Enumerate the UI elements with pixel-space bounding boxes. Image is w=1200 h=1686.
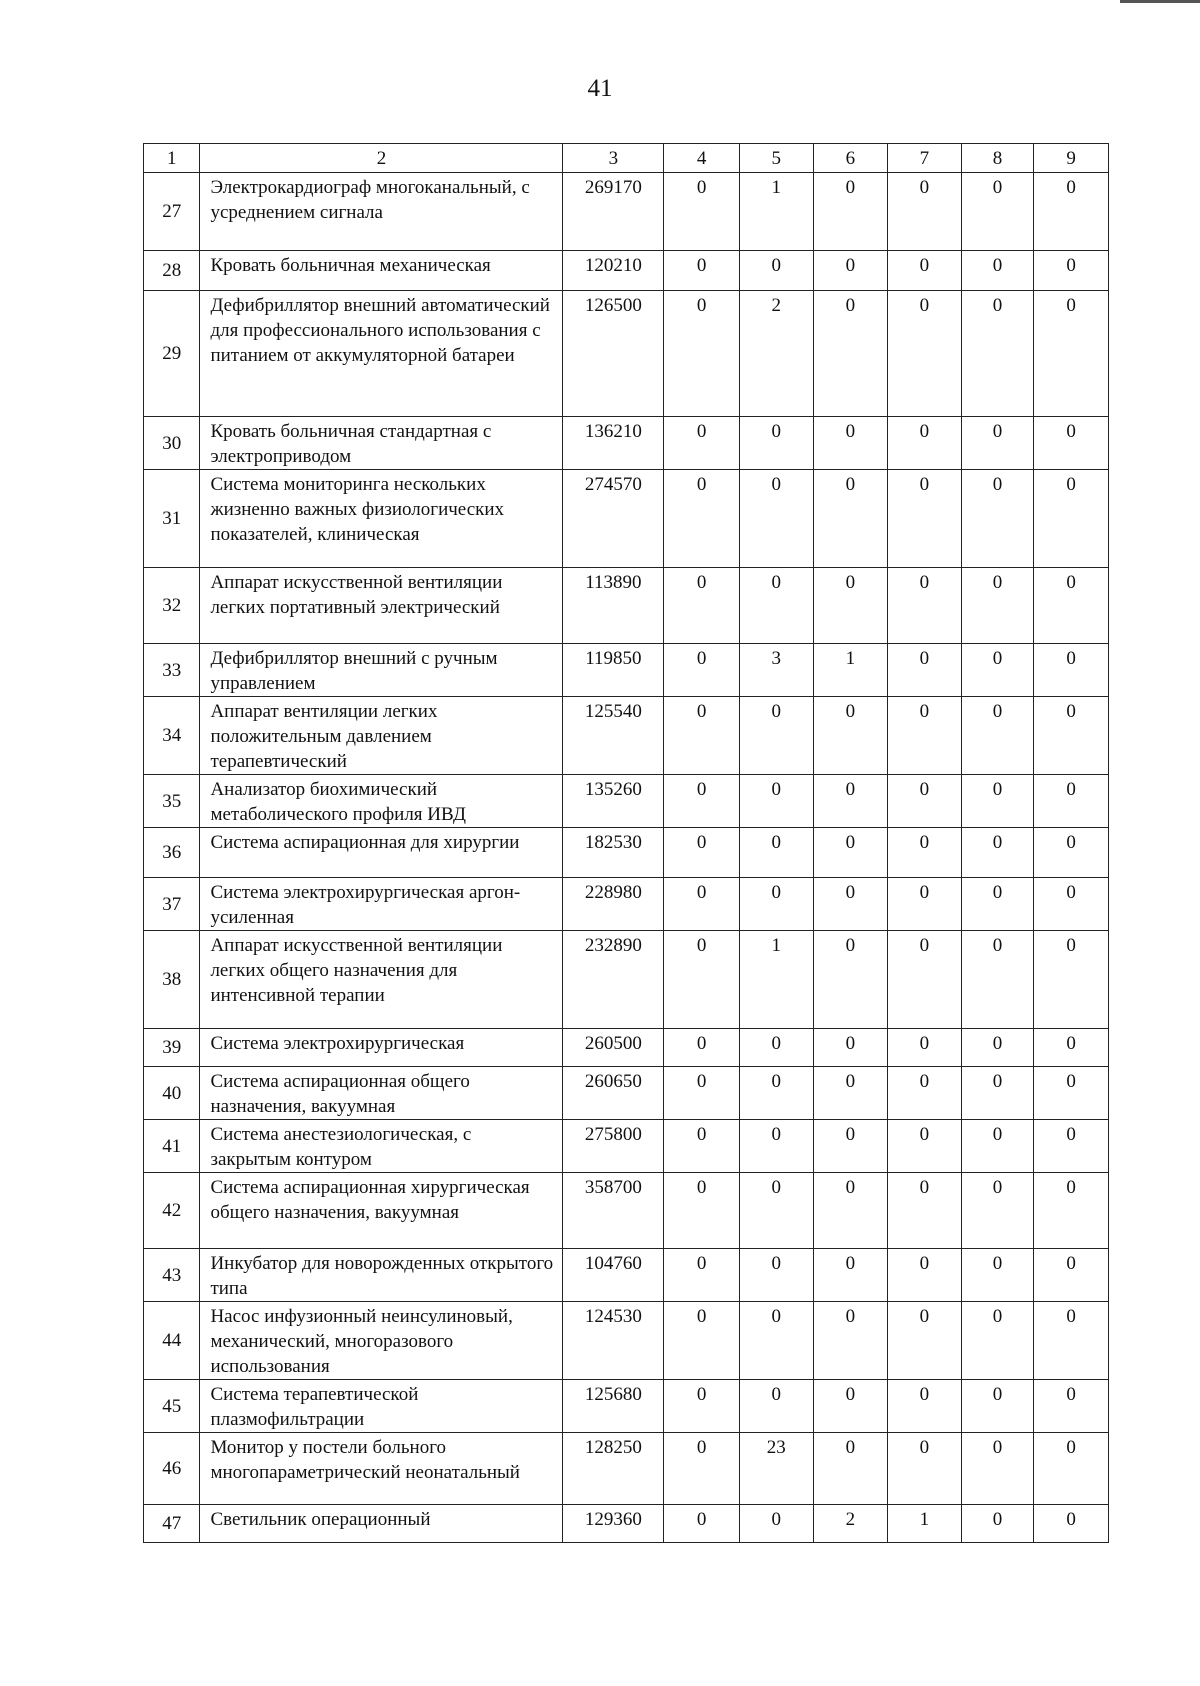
quantity-cell: 0 [1034,568,1109,644]
quantity-cell: 0 [1034,697,1109,775]
table-row [144,1120,1109,1173]
quantity-cell: 0 [961,775,1034,828]
quantity-cell: 0 [664,1173,740,1249]
quantity-cell: 0 [664,1029,740,1067]
quantity-cell: 2 [813,1505,888,1543]
quantity-cell: 0 [664,1505,740,1543]
quantity-cell: 0 [888,1380,962,1433]
quantity-cell: 0 [961,1173,1034,1249]
quantity-cell: 0 [664,644,740,697]
row-number: 29 [144,291,200,417]
quantity-cell: 0 [961,1380,1034,1433]
table-header-row [144,144,1109,173]
quantity-cell: 0 [1034,1249,1109,1302]
row-number: 39 [144,1029,200,1067]
quantity-cell: 0 [664,878,740,931]
quantity-cell: 0 [1034,775,1109,828]
quantity-cell: 23 [739,1433,813,1505]
quantity-cell: 0 [1034,1029,1109,1067]
row-number: 32 [144,568,200,644]
equipment-name: Система аспирационная для хирургии [200,828,563,878]
quantity-cell: 0 [664,697,740,775]
quantity-cell: 0 [961,878,1034,931]
quantity-cell: 0 [961,173,1034,251]
quantity-cell: 0 [888,1029,962,1067]
quantity-cell: 0 [664,931,740,1029]
quantity-cell: 0 [813,417,888,470]
row-number: 36 [144,828,200,878]
table-row [144,173,1109,251]
equipment-name: Кровать больничная стандартная с электроприводом [200,417,563,470]
equipment-code: 124530 [563,1302,664,1380]
quantity-cell: 0 [1034,1120,1109,1173]
quantity-cell: 0 [1034,1505,1109,1543]
quantity-cell: 0 [739,1505,813,1543]
table-row [144,1249,1109,1302]
quantity-cell: 0 [1034,828,1109,878]
quantity-cell: 0 [888,251,962,291]
quantity-cell: 0 [739,470,813,568]
column-header: 4 [664,144,740,173]
row-number: 40 [144,1067,200,1120]
equipment-name: Насос инфузионный неинсулиновый, механический, многоразового использования [200,1302,563,1380]
equipment-code: 260500 [563,1029,664,1067]
quantity-cell: 0 [961,1067,1034,1120]
quantity-cell: 0 [813,1249,888,1302]
table-row [144,697,1109,775]
equipment-code: 260650 [563,1067,664,1120]
scan-edge-mark [1120,0,1200,3]
quantity-cell: 0 [961,417,1034,470]
quantity-cell: 0 [813,828,888,878]
equipment-code: 275800 [563,1120,664,1173]
quantity-cell: 0 [888,1302,962,1380]
table-row [144,931,1109,1029]
quantity-cell: 0 [961,644,1034,697]
quantity-cell: 1 [813,644,888,697]
row-number: 42 [144,1173,200,1249]
quantity-cell: 0 [961,1505,1034,1543]
table-row [144,568,1109,644]
quantity-cell: 0 [961,470,1034,568]
quantity-cell: 0 [813,878,888,931]
quantity-cell: 0 [664,568,740,644]
equipment-code: 128250 [563,1433,664,1505]
column-header: 9 [1034,144,1109,173]
equipment-code: 119850 [563,644,664,697]
quantity-cell: 0 [888,697,962,775]
quantity-cell: 0 [664,1120,740,1173]
quantity-cell: 0 [961,251,1034,291]
quantity-cell: 0 [888,568,962,644]
quantity-cell: 0 [813,173,888,251]
quantity-cell: 0 [1034,1380,1109,1433]
table-row [144,1302,1109,1380]
column-header: 1 [144,144,200,173]
quantity-cell: 0 [664,470,740,568]
quantity-cell: 0 [961,828,1034,878]
table-row [144,291,1109,417]
quantity-cell: 0 [739,878,813,931]
equipment-code: 129360 [563,1505,664,1543]
table-row [144,1029,1109,1067]
quantity-cell: 0 [813,1067,888,1120]
quantity-cell: 1 [888,1505,962,1543]
quantity-cell: 0 [1034,1433,1109,1505]
quantity-cell: 0 [888,1173,962,1249]
quantity-cell: 0 [961,1249,1034,1302]
row-number: 28 [144,251,200,291]
row-number: 34 [144,697,200,775]
quantity-cell: 0 [961,1029,1034,1067]
quantity-cell: 0 [888,1249,962,1302]
equipment-code: 136210 [563,417,664,470]
row-number: 38 [144,931,200,1029]
equipment-name: Кровать больничная механическая [200,251,563,291]
quantity-cell: 0 [1034,173,1109,251]
table-body [144,173,1109,1543]
equipment-code: 125680 [563,1380,664,1433]
quantity-cell: 0 [739,1067,813,1120]
equipment-name: Система электрохирургическая аргон-усиленная [200,878,563,931]
table-row [144,417,1109,470]
column-header: 5 [739,144,813,173]
equipment-code: 182530 [563,828,664,878]
quantity-cell: 0 [739,697,813,775]
quantity-cell: 0 [664,1433,740,1505]
quantity-cell: 0 [664,828,740,878]
quantity-cell: 0 [739,251,813,291]
quantity-cell: 0 [813,1302,888,1380]
quantity-cell: 0 [961,1433,1034,1505]
quantity-cell: 0 [739,1120,813,1173]
quantity-cell: 0 [888,1433,962,1505]
equipment-code: 126500 [563,291,664,417]
quantity-cell: 0 [813,1173,888,1249]
table-row [144,878,1109,931]
quantity-cell: 0 [664,291,740,417]
equipment-table [143,143,1109,1543]
equipment-name: Монитор у постели больного многопараметрический неонатальный [200,1433,563,1505]
quantity-cell: 0 [664,251,740,291]
equipment-name: Светильник операционный [200,1505,563,1543]
quantity-cell: 0 [1034,251,1109,291]
quantity-cell: 0 [888,931,962,1029]
quantity-cell: 0 [664,1302,740,1380]
quantity-cell: 0 [1034,1302,1109,1380]
column-header: 6 [813,144,888,173]
row-number: 47 [144,1505,200,1543]
quantity-cell: 0 [888,1120,962,1173]
equipment-name: Анализатор биохимический метаболического профиля ИВД [200,775,563,828]
quantity-cell: 2 [739,291,813,417]
quantity-cell: 0 [888,828,962,878]
quantity-cell: 0 [739,775,813,828]
quantity-cell: 0 [813,291,888,417]
equipment-name: Система электрохирургическая [200,1029,563,1067]
column-header: 7 [888,144,962,173]
quantity-cell: 0 [1034,291,1109,417]
quantity-cell: 0 [664,417,740,470]
equipment-code: 228980 [563,878,664,931]
equipment-name: Электрокардиограф многоканальный, с усреднением сигнала [200,173,563,251]
row-number: 37 [144,878,200,931]
equipment-name: Система терапевтической плазмофильтрации [200,1380,563,1433]
quantity-cell: 0 [813,775,888,828]
table-row [144,251,1109,291]
quantity-cell: 0 [1034,1173,1109,1249]
quantity-cell: 0 [961,931,1034,1029]
quantity-cell: 0 [739,1302,813,1380]
quantity-cell: 0 [888,173,962,251]
equipment-code: 120210 [563,251,664,291]
equipment-code: 232890 [563,931,664,1029]
equipment-name: Дефибриллятор внешний с ручным управлением [200,644,563,697]
quantity-cell: 0 [813,568,888,644]
row-number: 33 [144,644,200,697]
row-number: 31 [144,470,200,568]
equipment-name: Аппарат вентиляции легких положительным давлением терапевтический [200,697,563,775]
quantity-cell: 0 [813,931,888,1029]
row-number: 43 [144,1249,200,1302]
quantity-cell: 0 [664,1067,740,1120]
quantity-cell: 0 [664,173,740,251]
quantity-cell: 0 [813,1029,888,1067]
equipment-code: 125540 [563,697,664,775]
quantity-cell: 0 [739,568,813,644]
quantity-cell: 0 [739,1249,813,1302]
quantity-cell: 0 [1034,470,1109,568]
quantity-cell: 0 [888,417,962,470]
equipment-name: Система аспирационная хирургическая общего назначения, вакуумная [200,1173,563,1249]
quantity-cell: 0 [664,1380,740,1433]
quantity-cell: 0 [888,878,962,931]
quantity-cell: 0 [961,568,1034,644]
quantity-cell: 0 [739,1029,813,1067]
table-row [144,775,1109,828]
quantity-cell: 0 [888,644,962,697]
quantity-cell: 0 [664,1249,740,1302]
quantity-cell: 0 [739,1173,813,1249]
quantity-cell: 0 [888,1067,962,1120]
column-header: 8 [961,144,1034,173]
quantity-cell: 0 [1034,644,1109,697]
column-header: 3 [563,144,664,173]
quantity-cell: 0 [888,291,962,417]
table-row [144,1433,1109,1505]
table-row [144,1380,1109,1433]
quantity-cell: 0 [961,1302,1034,1380]
equipment-code: 358700 [563,1173,664,1249]
equipment-name: Система аспирационная общего назначения, вакуумная [200,1067,563,1120]
row-number: 35 [144,775,200,828]
column-header: 2 [200,144,563,173]
quantity-cell: 0 [961,697,1034,775]
quantity-cell: 0 [1034,417,1109,470]
quantity-cell: 0 [664,775,740,828]
table-row [144,1067,1109,1120]
quantity-cell: 0 [888,470,962,568]
table-row [144,1173,1109,1249]
row-number: 45 [144,1380,200,1433]
quantity-cell: 1 [739,931,813,1029]
quantity-cell: 0 [961,1120,1034,1173]
quantity-cell: 0 [1034,931,1109,1029]
row-number: 30 [144,417,200,470]
equipment-name: Инкубатор для новорожденных открытого типа [200,1249,563,1302]
quantity-cell: 0 [739,1380,813,1433]
equipment-name: Дефибриллятор внешний автоматический для профессионального использования с питанием от аккумуляторной батареи [200,291,563,417]
equipment-name: Аппарат искусственной вентиляции легких общего назначения для интенсивной терапии [200,931,563,1029]
quantity-cell: 0 [888,775,962,828]
quantity-cell: 1 [739,173,813,251]
quantity-cell: 0 [813,470,888,568]
equipment-code: 104760 [563,1249,664,1302]
row-number: 44 [144,1302,200,1380]
equipment-name: Аппарат искусственной вентиляции легких портативный электрический [200,568,563,644]
equipment-code: 135260 [563,775,664,828]
quantity-cell: 0 [813,1120,888,1173]
table-row [144,1505,1109,1543]
table-row [144,644,1109,697]
quantity-cell: 0 [813,697,888,775]
quantity-cell: 3 [739,644,813,697]
equipment-code: 113890 [563,568,664,644]
quantity-cell: 0 [813,1433,888,1505]
quantity-cell: 0 [1034,1067,1109,1120]
equipment-code: 274570 [563,470,664,568]
table-row [144,470,1109,568]
row-number: 27 [144,173,200,251]
quantity-cell: 0 [1034,878,1109,931]
equipment-name: Система анестезиологическая, с закрытым контуром [200,1120,563,1173]
equipment-code: 269170 [563,173,664,251]
quantity-cell: 0 [813,251,888,291]
page-number: 41 [587,75,613,102]
equipment-name: Система мониторинга нескольких жизненно важных физиологических показателей, клиническая [200,470,563,568]
row-number: 46 [144,1433,200,1505]
quantity-cell: 0 [739,417,813,470]
quantity-cell: 0 [813,1380,888,1433]
table-row [144,828,1109,878]
quantity-cell: 0 [739,828,813,878]
row-number: 41 [144,1120,200,1173]
quantity-cell: 0 [961,291,1034,417]
